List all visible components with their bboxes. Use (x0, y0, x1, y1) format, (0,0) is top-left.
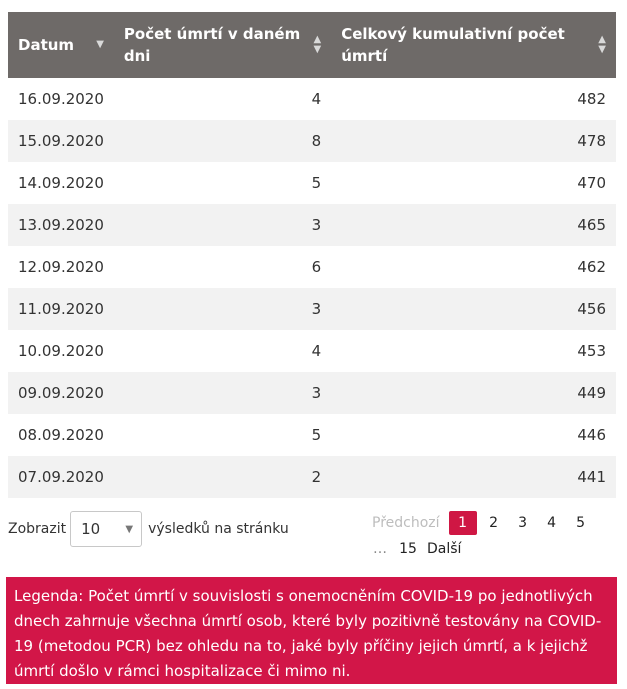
pagination-row (368, 536, 618, 562)
table-row (8, 120, 616, 162)
deaths-table (8, 12, 616, 498)
cell-date: 09.09.2020 (8, 372, 114, 414)
table-row (8, 78, 616, 120)
pagination-page-1[interactable]: 1 (449, 511, 477, 535)
cell-date: 13.09.2020 (8, 204, 114, 246)
table-row (8, 330, 616, 372)
cell-cumulative-deaths: 482 (331, 78, 616, 120)
table-row (8, 372, 616, 414)
table-header-row (8, 12, 616, 78)
cell-daily-deaths: 5 (114, 162, 331, 204)
page-length-control (8, 508, 289, 550)
cell-date: 11.09.2020 (8, 288, 114, 330)
column-header-date[interactable] (8, 12, 114, 78)
table-row (8, 162, 616, 204)
pagination-page-3[interactable]: 3 (518, 515, 527, 531)
table-row (8, 456, 616, 498)
column-header-label: Počet úmrtí v daném dni (123, 25, 301, 65)
cell-daily-deaths: 4 (114, 78, 331, 120)
legend-note: Legenda: Počet úmrtí v souvislosti s onemocněním COVID-19 po jednotlivých dnech zahrnuje všechna úmrtí osob, které byly pozitivně testovány na COVID-19 (metodou PCR) bez ohledu na to, jaké byly příčiny jejich úmrtí, a k jejichž úmrtí došlo v rámci hospitalizace či mimo ni. (6, 577, 617, 684)
cell-date: 07.09.2020 (8, 456, 114, 498)
cell-daily-deaths: 3 (114, 288, 331, 330)
page-length-prefix: Zobrazit (8, 521, 67, 537)
sort-both-icon: ▲ ▼ (313, 34, 322, 55)
column-header-cumulative-deaths[interactable] (331, 12, 616, 78)
pagination-page-15[interactable]: 15 (399, 541, 417, 557)
cell-daily-deaths: 5 (114, 414, 331, 456)
cell-cumulative-deaths: 446 (331, 414, 616, 456)
cell-cumulative-deaths: 456 (331, 288, 616, 330)
cell-cumulative-deaths: 449 (331, 372, 616, 414)
cell-date: 10.09.2020 (8, 330, 114, 372)
pagination-page-2[interactable]: 2 (489, 515, 498, 531)
sort-down-icon: ▼ (96, 39, 104, 50)
page-length-suffix: výsledků na stránku (148, 521, 289, 537)
table-row (8, 288, 616, 330)
pagination-page-4[interactable]: 4 (547, 515, 556, 531)
caret-down-icon: ▼ (125, 523, 134, 535)
cell-date: 12.09.2020 (8, 246, 114, 288)
table-row (8, 204, 616, 246)
cell-cumulative-deaths: 441 (331, 456, 616, 498)
cell-cumulative-deaths: 478 (331, 120, 616, 162)
cell-daily-deaths: 4 (114, 330, 331, 372)
column-header-label: Datum (18, 36, 75, 54)
pagination-row (368, 510, 618, 536)
column-header-label: Celkový kumulativní počet úmrtí (341, 25, 565, 65)
cell-cumulative-deaths: 465 (331, 204, 616, 246)
page-length-value: 10 (81, 520, 101, 538)
pagination (368, 510, 618, 562)
cell-cumulative-deaths: 470 (331, 162, 616, 204)
cell-date: 16.09.2020 (8, 78, 114, 120)
cell-date: 14.09.2020 (8, 162, 114, 204)
table-row (8, 414, 616, 456)
pagination-next[interactable]: Další (427, 541, 462, 557)
cell-cumulative-deaths: 462 (331, 246, 616, 288)
cell-date: 15.09.2020 (8, 120, 114, 162)
cell-daily-deaths: 3 (114, 372, 331, 414)
cell-daily-deaths: 8 (114, 120, 331, 162)
table-row (8, 246, 616, 288)
pagination-ellipsis: … (373, 541, 387, 557)
sort-both-icon: ▲ ▼ (598, 34, 606, 55)
cell-date: 08.09.2020 (8, 414, 114, 456)
cell-daily-deaths: 6 (114, 246, 331, 288)
pagination-page-5[interactable]: 5 (576, 515, 585, 531)
column-header-daily-deaths[interactable] (114, 12, 331, 78)
pagination-previous[interactable]: Předchozí (372, 515, 440, 531)
page-length-select[interactable] (70, 511, 142, 547)
cell-cumulative-deaths: 453 (331, 330, 616, 372)
cell-daily-deaths: 2 (114, 456, 331, 498)
cell-daily-deaths: 3 (114, 204, 331, 246)
